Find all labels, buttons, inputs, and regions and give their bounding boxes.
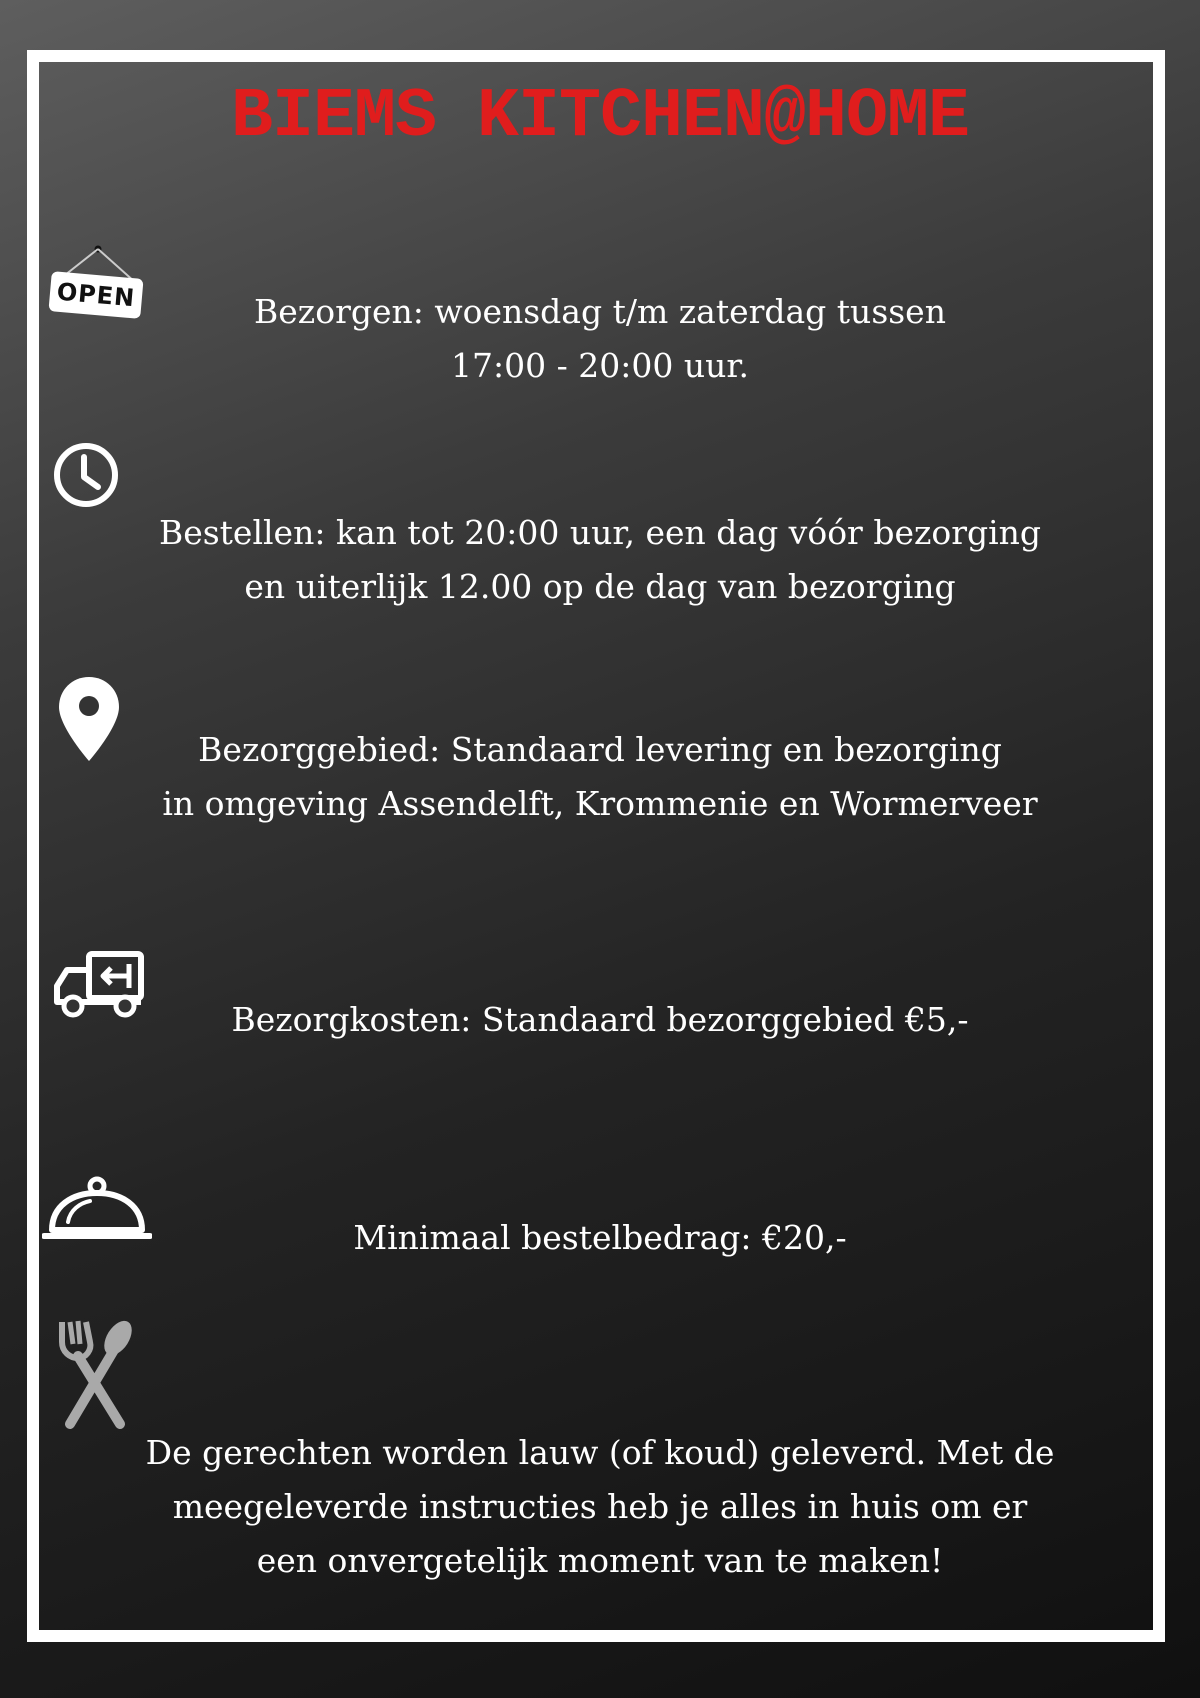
dishes-info-text: De gerechten worden lauw (of koud) geleverd. Met de meegeleverde instructies heb je alles in huis om er een onvergetelijk moment van te maken! bbox=[145, 1433, 1055, 1580]
clock-icon bbox=[52, 441, 120, 509]
delivery-cost-text: Bezorgkosten: Standaard bezorggebied €5,- bbox=[231, 1000, 969, 1039]
minimum-order-text: Minimaal bestelbedrag: €20,- bbox=[353, 1218, 847, 1257]
order-deadline-text: Bestellen: kan tot 20:00 uur, een dag vóór bezorging en uiterlijk 12.00 op de dag van bezorging bbox=[158, 513, 1042, 606]
fork-spoon-icon bbox=[56, 1318, 134, 1430]
delivery-area-text: Bezorggebied: Standaard levering en bezorging in omgeving Assendelft, Krommenie en Wormerveer bbox=[162, 730, 1038, 823]
page-title: BIEMS KITCHEN@HOME bbox=[230, 78, 970, 157]
delivery-days-text: Bezorgen: woensdag t/m zaterdag tussen 17:00 - 20:00 uur. bbox=[254, 292, 946, 385]
open-sign-label: OPEN bbox=[48, 271, 143, 319]
